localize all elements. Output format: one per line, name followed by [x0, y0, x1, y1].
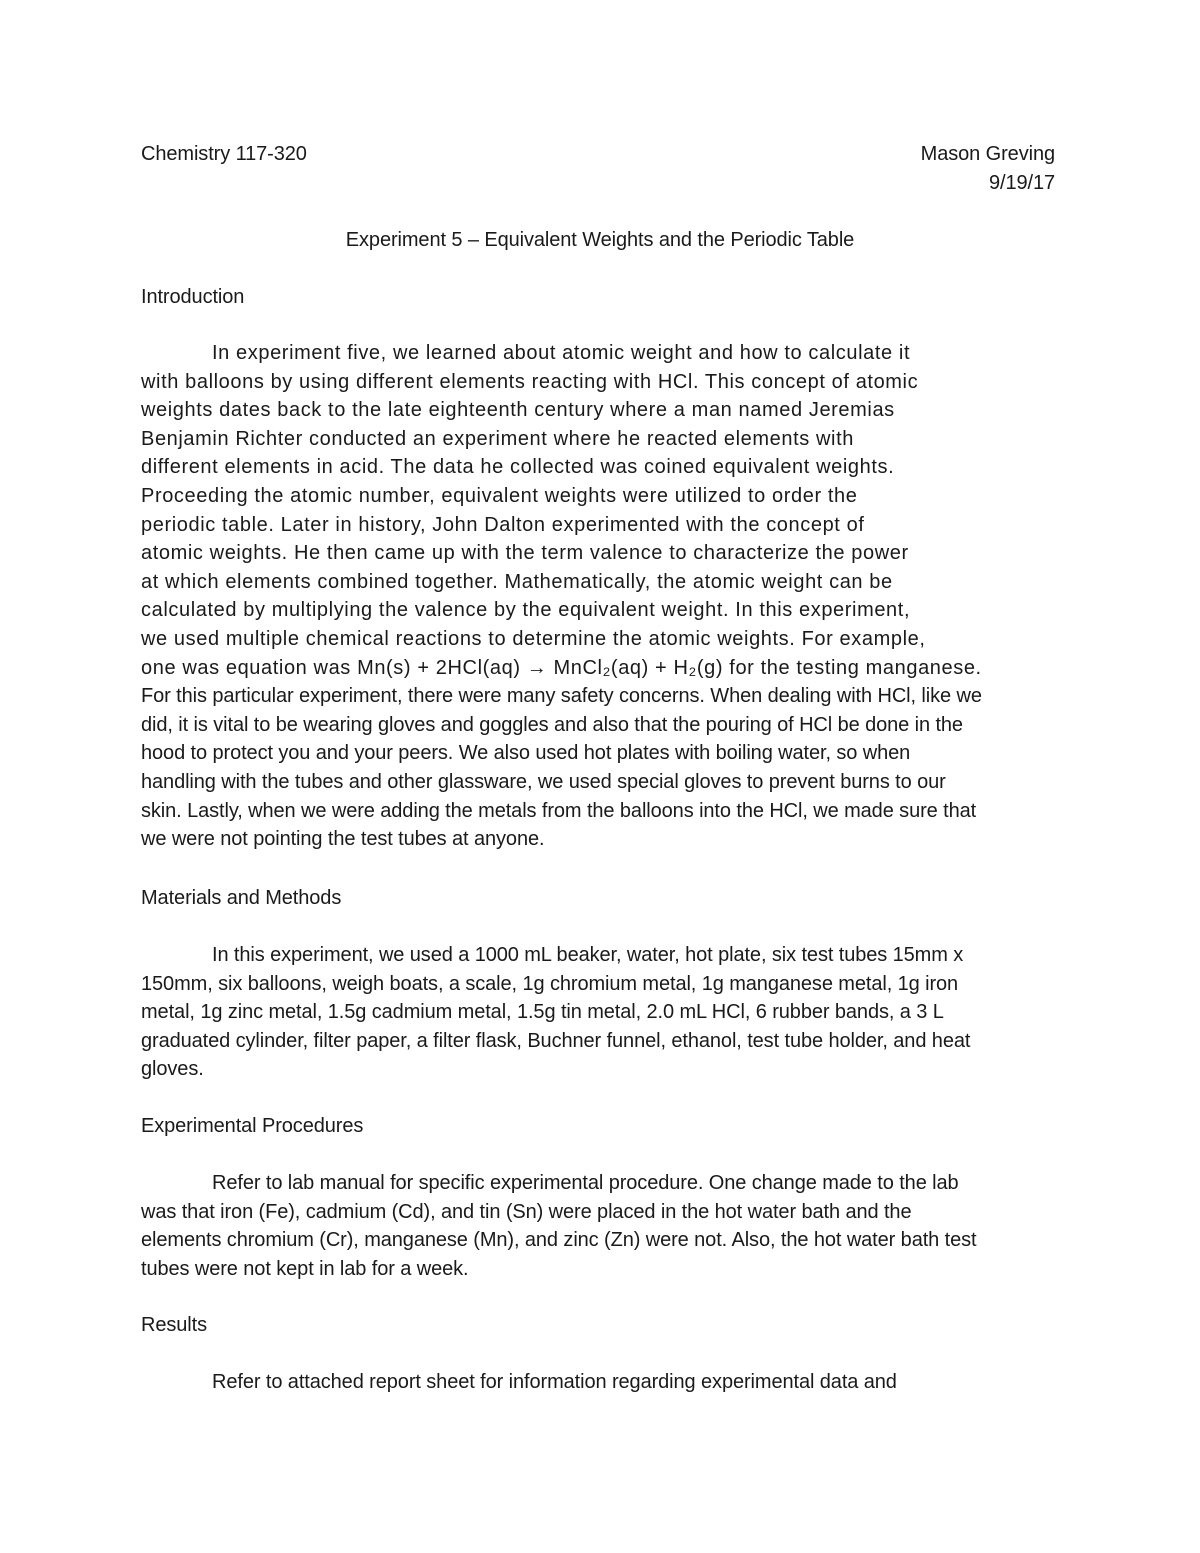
paragraph-line: In experiment five, we learned about atomic weight and how to calculate it	[212, 342, 911, 364]
paragraph-line: we were not pointing the test tubes at anyone.	[141, 828, 545, 851]
section-heading-introduction: Introduction	[141, 286, 245, 308]
procedures-paragraph	[141, 1169, 1071, 1283]
paragraph-line: handling with the tubes and other glassware, we used special gloves to prevent burns to our	[141, 770, 946, 793]
paragraph-line: calculated by multiplying the valence by the equivalent weight. In this experiment,	[141, 599, 911, 622]
paragraph-line: was that iron (Fe), cadmium (Cd), and tin (Sn) were placed in the hot water bath and the	[141, 1200, 912, 1223]
materials-paragraph	[141, 941, 1071, 1084]
paragraph-line: Refer to attached report sheet for information regarding experimental data and	[212, 1371, 897, 1393]
document-title: Experiment 5 – Equivalent Weights and the Periodic Table	[345, 229, 855, 251]
section-heading-results: Results	[141, 1314, 207, 1336]
paragraph-line: 150mm, six balloons, weigh boats, a scale, 1g chromium metal, 1g manganese metal, 1g iron	[141, 972, 959, 995]
paragraph-line: weights dates back to the late eighteenth century where a man named Jeremias	[141, 399, 895, 422]
equation-line: one was equation was Mn(s) + 2HCl(aq) → MnCl₂(aq) + H₂(g) for the testing manganese.	[141, 656, 982, 679]
paragraph-line: periodic table. Later in history, John Dalton experimented with the concept of	[141, 513, 865, 536]
course-label: Chemistry 117-320	[141, 143, 307, 165]
paragraph-line: metal, 1g zinc metal, 1.5g cadmium metal, 1.5g tin metal, 2.0 mL HCl, 6 rubber bands, a 3 L	[141, 1001, 944, 1024]
report-date: 9/19/17	[988, 172, 1055, 194]
paragraph-line: Proceeding the atomic number, equivalent weights were utilized to order the	[141, 484, 858, 507]
paragraph-line: tubes were not kept in lab for a week.	[141, 1257, 469, 1280]
paragraph-line: elements chromium (Cr), manganese (Mn), and zinc (Zn) were not. Also, the hot water bath test	[141, 1229, 977, 1252]
paragraph-line: at which elements combined together. Mathematically, the atomic weight can be	[141, 570, 893, 593]
paragraph-line: with balloons by using different elements reacting with HCl. This concept of atomic	[141, 370, 919, 393]
paragraph-line: did, it is vital to be wearing gloves and goggles and also that the pouring of HCl be done in the	[141, 713, 963, 736]
paragraph-line: we used multiple chemical reactions to determine the atomic weights. For example,	[141, 627, 926, 650]
paragraph-line: In this experiment, we used a 1000 mL beaker, water, hot plate, six test tubes 15mm x	[212, 944, 964, 966]
paragraph-line: skin. Lastly, when we were adding the metals from the balloons into the HCl, we made sure that	[141, 799, 977, 822]
section-heading-procedures: Experimental Procedures	[141, 1115, 364, 1137]
paragraph-line: Benjamin Richter conducted an experiment where he reacted elements with	[141, 427, 854, 450]
paragraph-line: hood to protect you and your peers. We also used hot plates with boiling water, so when	[141, 742, 911, 765]
paragraph-line: different elements in acid. The data he collected was coined equivalent weights.	[141, 456, 895, 479]
paragraph-line: gloves.	[141, 1058, 204, 1081]
introduction-paragraph	[141, 339, 1071, 854]
paragraph-line: For this particular experiment, there were many safety concerns. When dealing with HCl, like we	[141, 685, 982, 708]
author-name: Mason Greving	[920, 143, 1055, 165]
section-heading-materials: Materials and Methods	[141, 887, 342, 909]
paragraph-line: graduated cylinder, filter paper, a filter flask, Buchner funnel, ethanol, test tube holder, and heat	[141, 1029, 971, 1052]
paragraph-line: atomic weights. He then came up with the term valence to characterize the power	[141, 542, 909, 565]
paragraph-line: Refer to lab manual for specific experimental procedure. One change made to the lab	[212, 1172, 959, 1194]
results-paragraph	[141, 1368, 1071, 1397]
